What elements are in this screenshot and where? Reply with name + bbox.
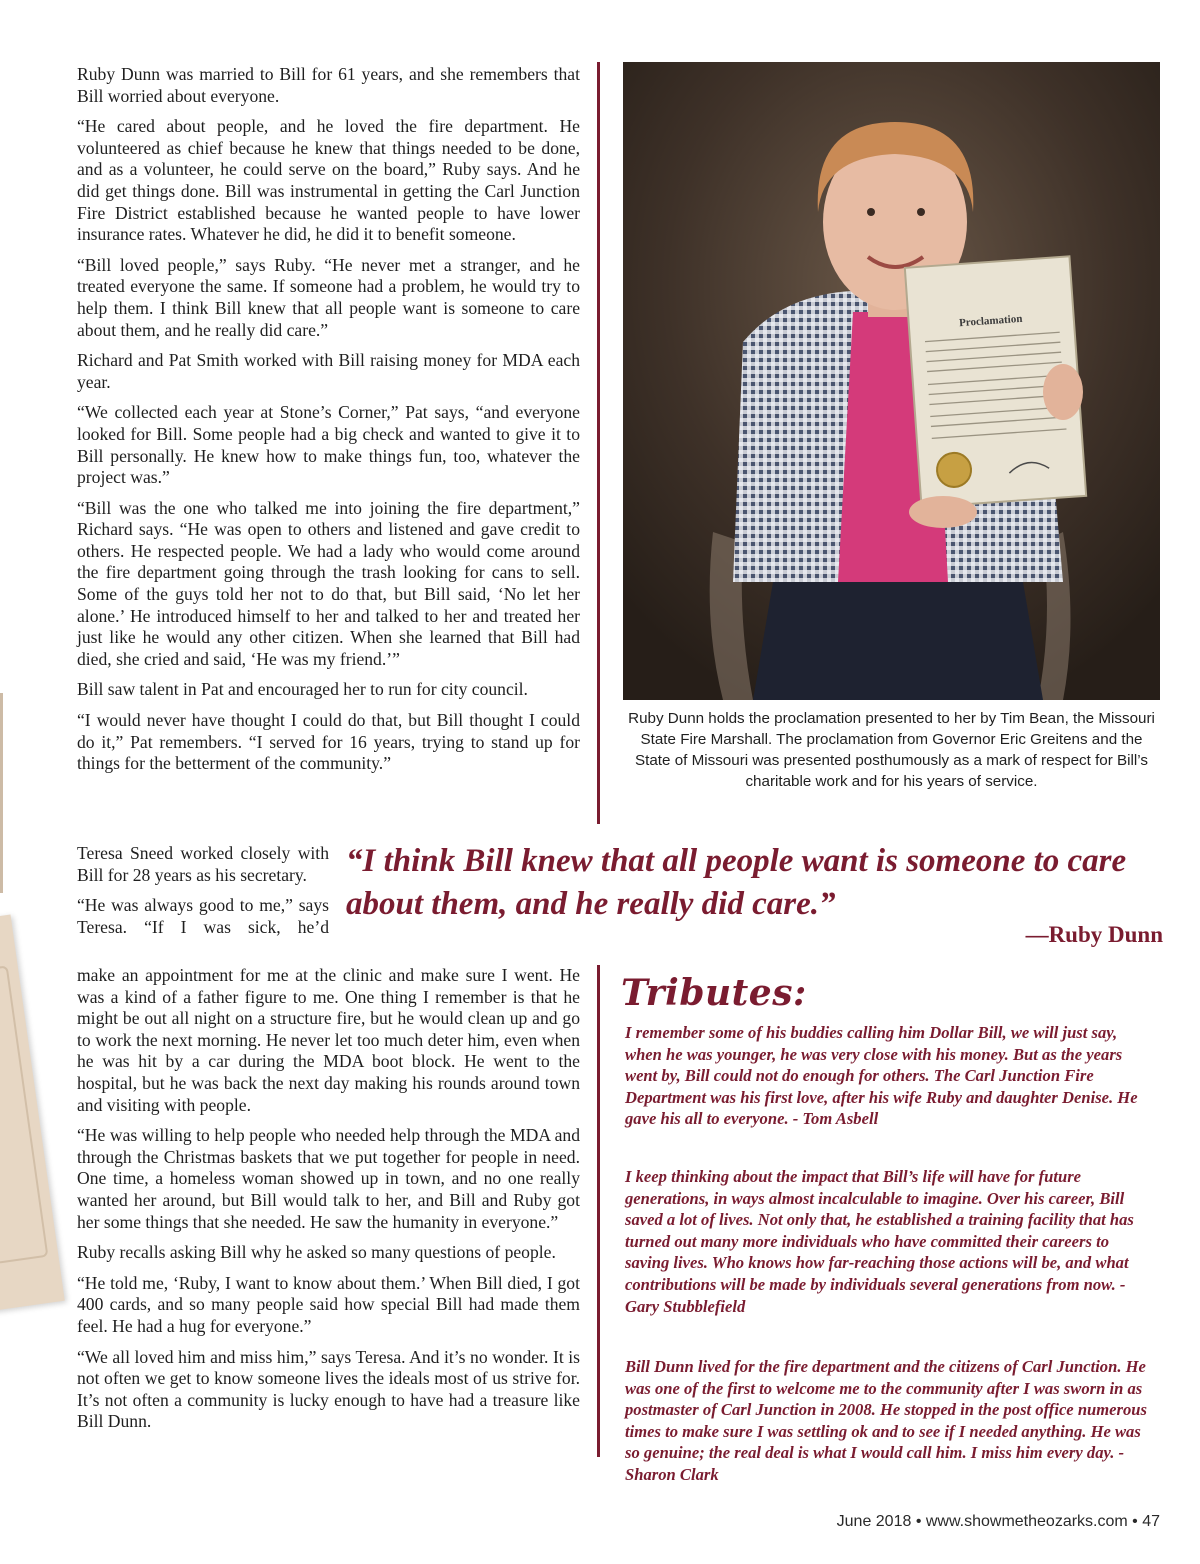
article-column-bottom bbox=[77, 965, 580, 1442]
article-paragraph: “He cared about people, and he loved the fire department. He volunteered as chief because he knew that things needed to be done, and as a volunteer, he could serve on the board,” Ruby says. And he did get things done. Bill was instrumental in getting the Carl Junction Fire District established because he wanted people to have lower insurance rates. Whatever he did, he did it to benefit someone. bbox=[77, 116, 580, 245]
article-paragraph: “Bill was the one who talked me into joining the fire department,” Richard says. “He was open to others and listened and gave credit to others. He respected people. We had a lady who would come around the fire department going through the trash looking for cans to sell. Some of the guys told her not to do that, but Bill said, ‘No let her alone.’ He introduced himself to her and talked to her and treated her just like he would any other citizen. When she learned that Bill had died, she cried and said, ‘He was my friend.’” bbox=[77, 497, 580, 669]
article-paragraph: Richard and Pat Smith worked with Bill raising money for MDA each year. bbox=[77, 350, 580, 392]
proclamation-title: Proclamation bbox=[958, 312, 1023, 330]
column-divider bbox=[597, 965, 600, 1457]
decorative-edge-line bbox=[0, 693, 3, 893]
article-paragraph: Ruby Dunn was married to Bill for 61 years, and she remembers that Bill worried about everyone. bbox=[77, 64, 580, 106]
article-paragraph: “We all loved him and miss him,” says Teresa. And it’s no wonder. It is not often we get to know someone lives the ideals most of us strive for. It’s not often a community is lucky enough to have had a treasure like Bill Dunn. bbox=[77, 1346, 580, 1432]
decorative-paper-edge bbox=[0, 914, 65, 1311]
article-column-top bbox=[77, 64, 580, 784]
page-footer: June 2018 • www.showmetheozarks.com • 47 bbox=[836, 1513, 1160, 1530]
article-paragraph: make an appointment for me at the clinic and make sure I went. He was a kind of a father figure to me. One thing I remember is that he might be out all night on a structure fire, but he would clean up and go to work the next morning. He never let too much deter him, even when he was hit by a car during the MDA boot block. He went to the hospital, but he was back the next day making his rounds around town and visiting with people. bbox=[77, 965, 580, 1115]
article-paragraph: Ruby recalls asking Bill why he asked so many questions of people. bbox=[77, 1242, 556, 1263]
article-paragraph: Teresa Sneed worked closely with Bill for 28 years as his secretary. bbox=[77, 843, 329, 885]
teresa-wrap-block bbox=[77, 843, 329, 947]
portrait-illustration bbox=[623, 62, 1160, 700]
photo-caption: Ruby Dunn holds the proclamation presented to her by Tim Bean, the Missouri State Fire Marshall. The proclamation from Governor Eric Greitens and the State of Missouri was presented posthumously as a mark of respect for Bill’s charitable work and for his years of service. bbox=[628, 710, 1155, 790]
column-divider bbox=[597, 62, 600, 824]
article-paragraph: “We collected each year at Stone’s Corner,” Pat says, “and everyone looked for Bill. Some people had a big check and wanted to give it to Bill personally. He knew how to make things fun, too, whatever the project was.” bbox=[77, 402, 580, 488]
photo-ruby-dunn-proclamation bbox=[623, 62, 1160, 700]
article-paragraph: “Bill loved people,” says Ruby. “He never met a stranger, and he treated everyone the same. If someone had a problem, he would try to help them. I think Bill knew that all people want is someone to care about them, and he really did care.” bbox=[77, 254, 580, 340]
tribute-tom-asbell: I remember some of his buddies calling him Dollar Bill, we will just say, when he was younger, he was very close with his money. But as the years went by, Bill could not do enough for others. The Carl Junction Fire Department was his first love, after his wife Ruby and daughter Denise. He gave his all to everyone. - Tom Asbell bbox=[625, 1023, 1138, 1129]
article-paragraph: “I would never have thought I could do that, but Bill thought I could do it,” Pat remembers. “I served for 16 years, trying to stand up for things for the betterment of the community.” bbox=[77, 710, 580, 774]
article-paragraph: “He was willing to help people who needed help through the MDA and through the Christmas baskets that we put together for people in need. One time, a homeless woman showed up in town, and no one really wanted her around, but Bill would talk to her, and Bill and Ruby got her some things that she needed. He saw the humanity in everyone.” bbox=[77, 1125, 580, 1232]
article-paragraph: “He told me, ‘Ruby, I want to know about them.’ When Bill died, I got 400 cards, and so many people said how special Bill had made them feel. He had a hug for everyone.” bbox=[77, 1272, 580, 1336]
pull-quote-attribution: —Ruby Dunn bbox=[1025, 922, 1163, 947]
article-paragraph: “He was always good to me,” says Teresa. “If I was sick, he’d bbox=[77, 895, 329, 937]
tributes-heading: Tributes: bbox=[621, 972, 807, 1014]
tribute-sharon-clark: Bill Dunn lived for the fire department and the citizens of Carl Junction. He was one of the first to welcome me to the community after I was sworn in as postmaster of Carl Junction in 2008. He stopped in the post office numerous times to make sure I was settling ok and to see if I needed anything. He was so genuine; the real deal is what I would call him. I miss him every day. - Sharon Clark bbox=[625, 1357, 1147, 1484]
article-paragraph: Bill saw talent in Pat and encouraged her to run for city council. bbox=[77, 679, 528, 700]
pull-quote: “I think Bill knew that all people want is someone to care about them, and he really did care.” bbox=[346, 843, 1127, 922]
gold-seal-icon bbox=[936, 452, 972, 488]
tribute-gary-stubblefield: I keep thinking about the impact that Bill’s life will have for future generations, in ways almost incalculable to imagine. Over his career, Bill saved a lot of lives. Not only that, he established a training facility that has turned out many more individuals who have committed their careers to saving lives. Who knows how far-reaching those actions will be, and what contributions will be made by individuals several generations from now. - Gary Stubblefield bbox=[625, 1167, 1134, 1316]
